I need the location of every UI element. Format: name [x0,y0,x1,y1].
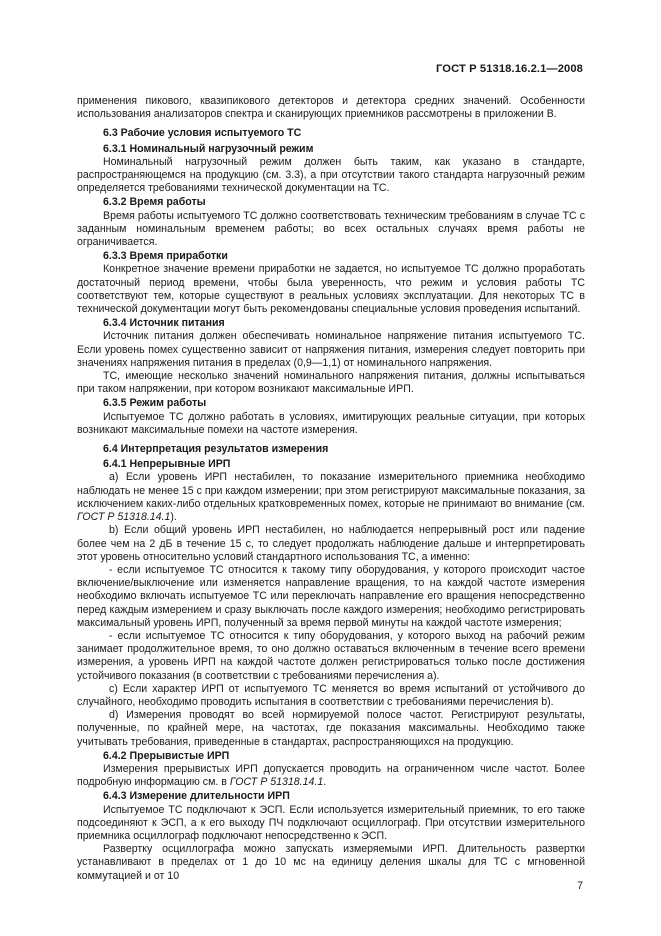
section-6-4-heading: 6.4 Интерпретация результатов измерения [103,443,329,456]
section-6-3-1-text: Номинальный нагрузочный режим должен быть таким, как указано в стандарте, распространяющемся на продукцию (см. 3.3), а при отсутствии такого стандарта нагрузочный режим определяется требованиями технической документации на ТС. [77,155,585,195]
page-number: 7 [577,880,583,892]
section-6-4-2-reference: ГОСТ Р 51318.14.1 [229,776,324,789]
standard-code-header: ГОСТ Р 51318.16.2.1—2008 [435,63,583,75]
item-a-text: a) Если уровень ИРП нестабилен, то показание измерительного приемника необходимо наблюдать не менее 15 с при каждом измерении; при этом регистрируют максимальные показания, за исключением каких-либо отдельных кратковременных помех, которые не принимают во внимание (см. ГОСТ Р 51318.14.1). [77,471,585,524]
item-b-dash-2: - если испытуемое ТС относится к типу оборудования, у которого выход на рабочий режим занимает продолжительное время, то оно должно оставаться включенным в течение всего времени измерения, а уровень ИРП на каждой частоте должен регистрироваться только после достижения устойчивого показания (в соответствии с требованиями перечисления а). [77,629,585,682]
section-6-3-4-text-2: ТС, имеющие несколько значений номинального напряжения питания, должны испытываться при таком напряжении, при котором возникают максимальные ИРП. [77,370,585,396]
section-6-3-1-heading: 6.3.1 Номинальный нагрузочный режим [103,142,314,155]
item-c-text: c) Если характер ИРП от испытуемого ТС меняется во время испытаний от устойчивого до случайного, необходимо проводить испытания в соответствии с требованиями перечисления b). [77,682,585,708]
section-6-4-3-text-2: Развертку осциллографа можно запускать измеряемыми ИРП. Длительность развертки устанавливают в пределах от 1 до 10 мс на единицу деления шкалы для ТС с мгновенной коммутацией и от 10 [77,843,585,882]
section-6-4-2-heading: 6.4.2 Прерывистые ИРП [103,749,230,762]
section-6-3-4-text-1: Источник питания должен обеспечивать номинальное напряжение питания испытуемого ТС. Если уровень помех существенно зависит от напряжения питания, измерения следует повторить при значениях напряжения питания в пределах (0,9—1,1) от номинального напряжения. [77,330,585,369]
section-6-3-2-text: Время работы испытуемого ТС должно соответствовать техническим требованиям в случае ТС с заданным номинальным временем работы; во всех остальных случаях время работы не ограничивается. [77,209,585,249]
intro-paragraph: применения пикового, квазипикового детекторов и детектора средних значений. Особенности использования анализаторов спектра и сканирующих приемников рассмотрены в приложении В. [77,95,585,121]
section-6-3-5-heading: 6.3.5 Режим работы [103,397,207,410]
item-b-text: b) Если общий уровень ИРП нестабилен, но наблюдается непрерывный рост или падение более чем на 2 дБ в течение 15 с, то следует продолжать наблюдение дальше и интерпретировать этот уровень относительно условий стандартного использования ТС, а именно: [77,524,585,563]
section-6-4-1-heading: 6.4.1 Непрерывные ИРП [103,458,231,471]
document-body [77,95,585,883]
section-6-3-2-heading: 6.3.2 Время работы [103,196,206,209]
item-d-text: d) Измерения проводят во всей нормируемой полосе частот. Регистрируют результаты, полученные, по крайней мере, на частотах, где показания максимальны. Необходимо также учитывать требования, приведенные в стандартах, распространяющихся на продукцию. [77,709,585,748]
section-6-3-3-heading: 6.3.3 Время приработки [103,250,228,263]
section-6-3-5-text: Испытуемое ТС должно работать в условиях, имитирующих реальные ситуации, при которых возникают максимальные помехи на частоте измерения. [77,410,585,436]
section-6-4-2-text: Измерения прерывистых ИРП допускается проводить на ограниченном числе частот. Более подробную информацию см. в ГОСТ Р 51318.14.1. [77,762,585,789]
section-6-3-3-text: Конкретное значение времени приработки не задается, но испытуемое ТС должно проработать достаточный период времени, чтобы была уверенность, что режим и условия работы ТС соответствуют тем, которые существуют в реальных условиях эксплуатации. Для некоторых ТС в технической документации могут быть рекомендованы специальные условия проведения испытаний. [77,263,585,316]
item-a-reference: ГОСТ Р 51318.14.1 [77,511,171,524]
section-6-4-3-text-1: Испытуемое ТС подключают к ЭСП. Если используется измерительный приемник, то его также подсоединяют к ЭСП, а к его выходу ПЧ подключают осциллограф. При отсутствии измерительного приемника осциллограф подключают непосредственно к ЭСП. [77,803,585,842]
section-6-4-3-heading: 6.4.3 Измерение длительности ИРП [103,790,290,803]
section-6-3-4-heading: 6.3.4 Источник питания [103,317,225,330]
item-b-dash-1: - если испытуемое ТС относится к такому типу оборудования, у которого происходит частое включение/выключение или изменяется направление вращения, то на каждой частоте измерения необходимо включать испытуемое ТС или переключать направление его вращения непосредственно перед каждым измерением и сразу выключать после каждого измерения; необходимо регистрировать максимальный уровень ИРП, полученный за время первой минуты на каждой частоте измерения; [77,563,585,629]
section-6-3-heading: 6.3 Рабочие условия испытуемого ТС [103,127,302,140]
